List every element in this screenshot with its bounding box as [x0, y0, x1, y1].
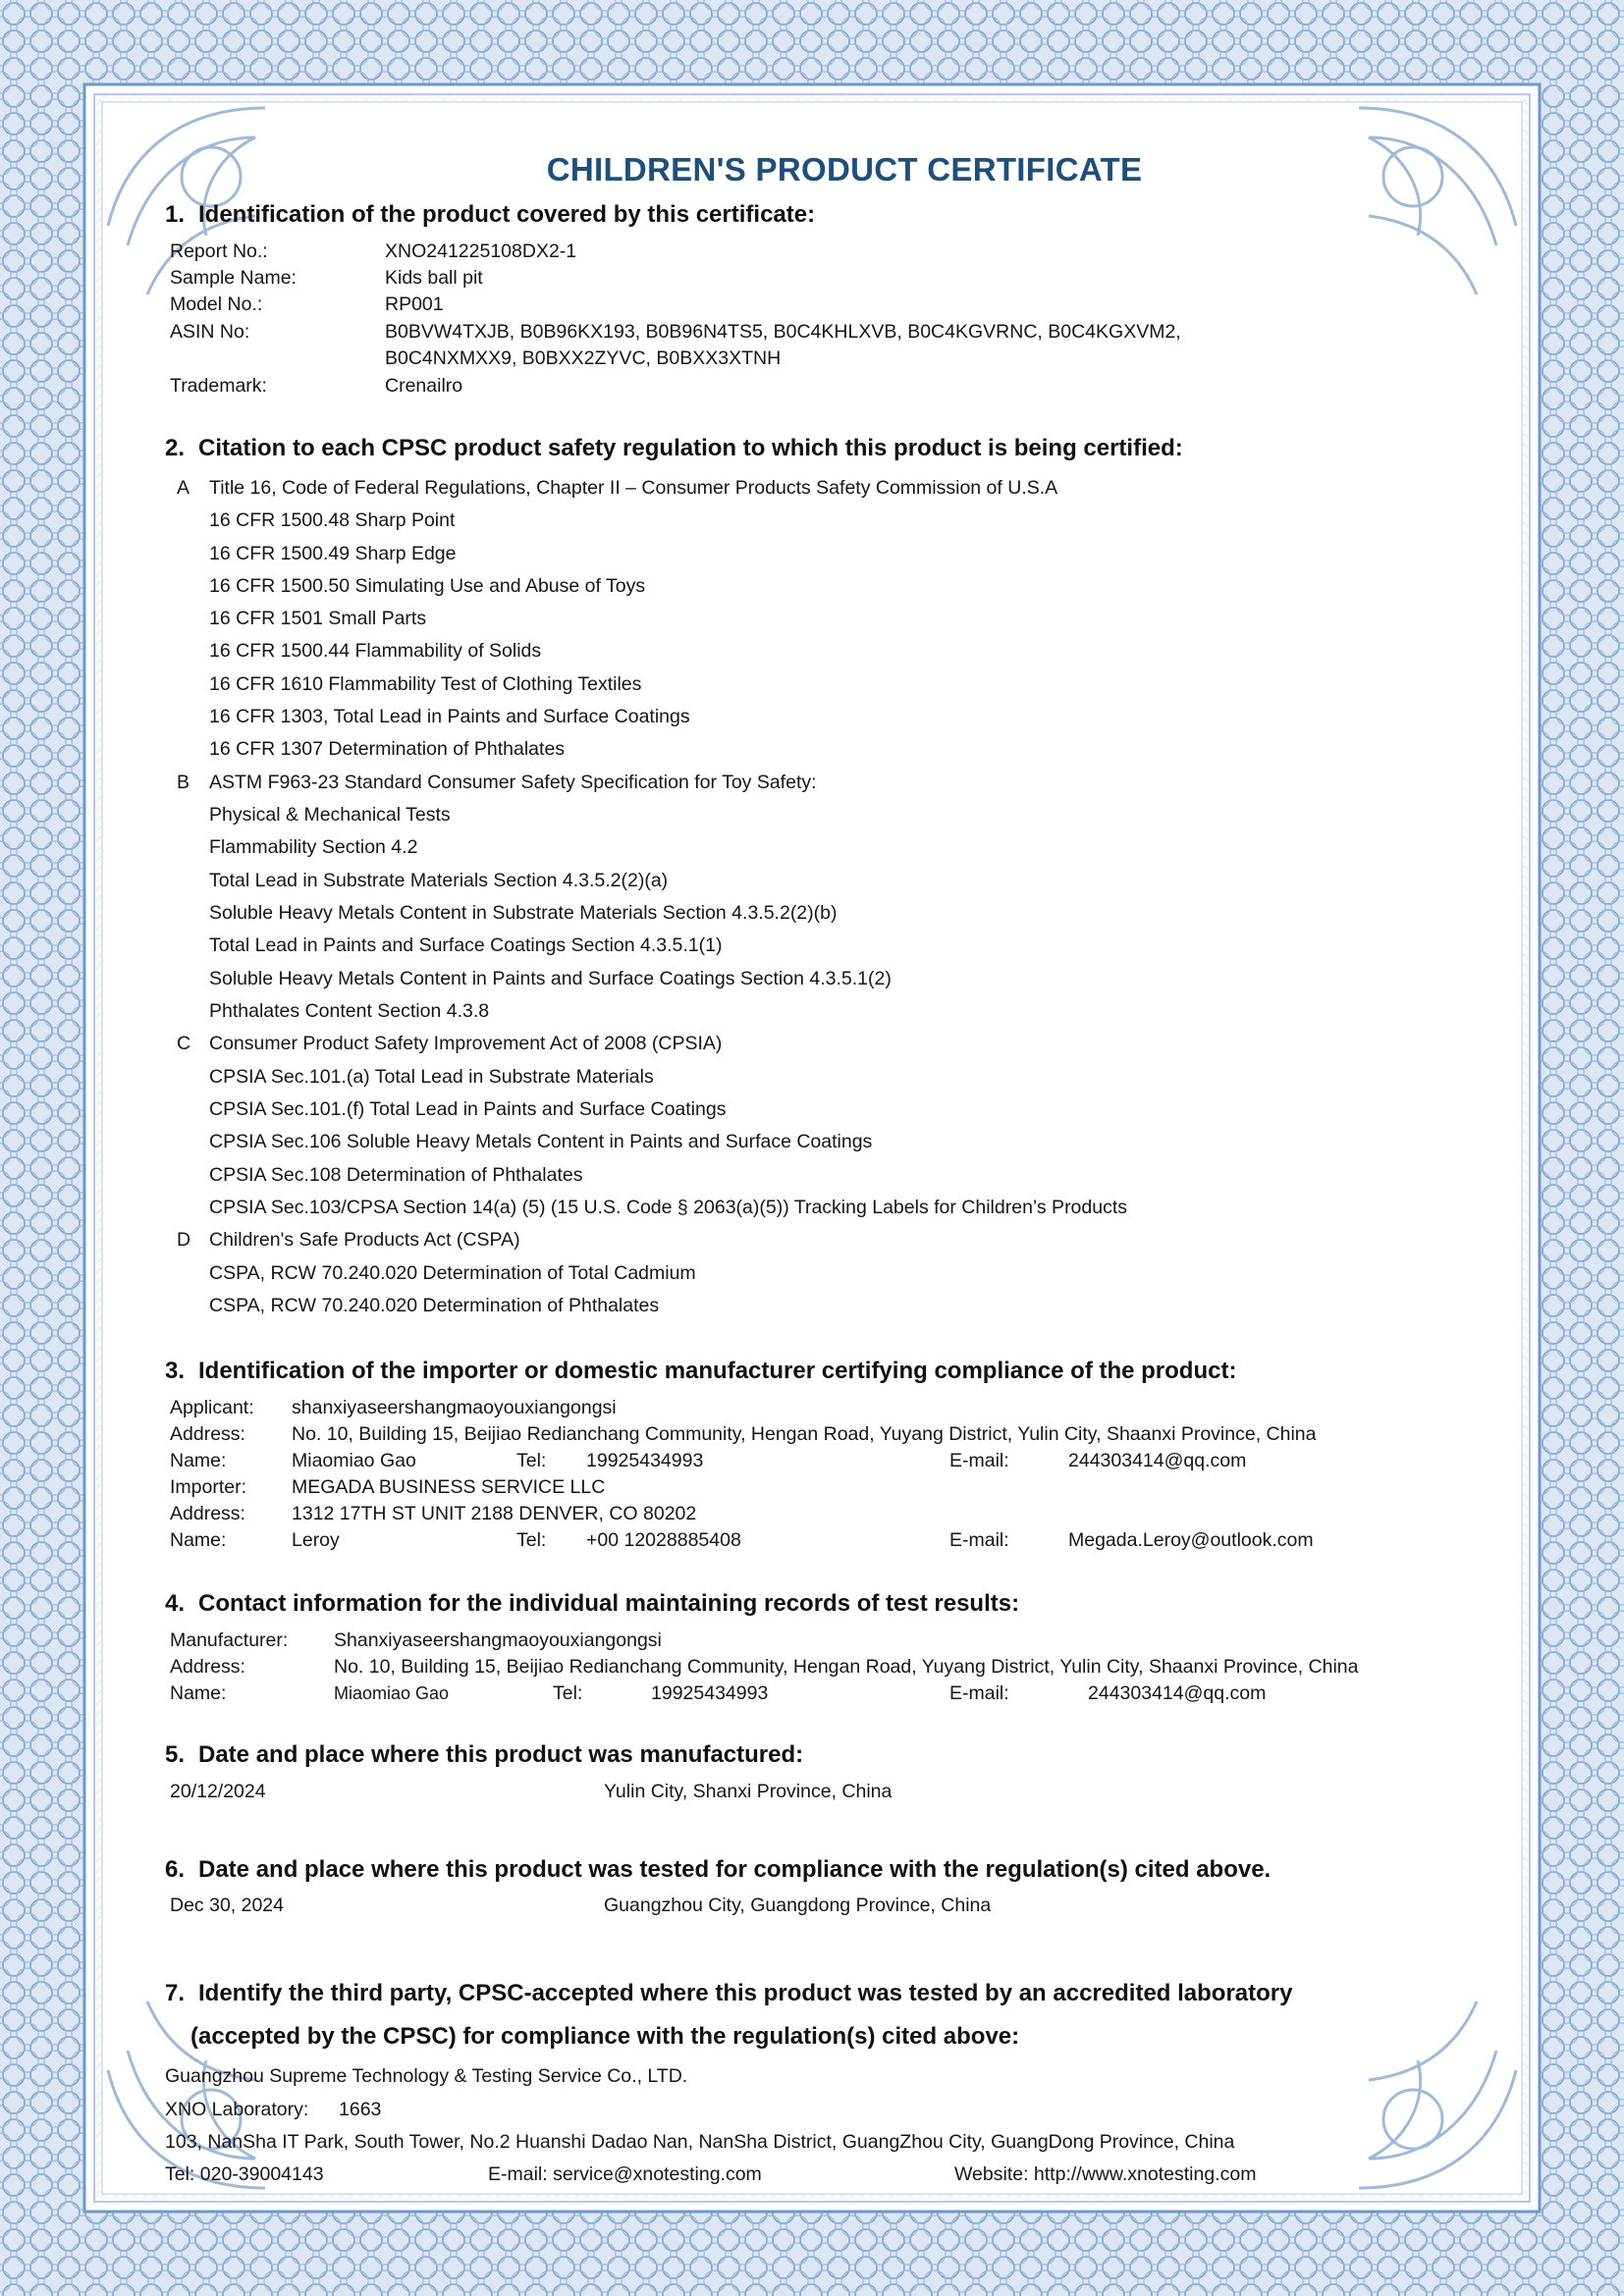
field-label: Model No.:: [170, 294, 263, 315]
section-title: Identification of the product covered by this certificate:: [198, 201, 816, 228]
field-label: Address:: [170, 1656, 245, 1678]
section-3-heading: [165, 1358, 1236, 1385]
section-title: Citation to each CPSC product safety regulation to which this product is being certified:: [198, 435, 1183, 461]
regulation-item: 16 CFR 1500.50 Simulating Use and Abuse of Toys: [209, 575, 646, 597]
lab-address: 103, NanSha IT Park, South Tower, No.2 Huanshi Dadao Nan, NanSha District, GuangZhou City, GuangDong Province, China: [165, 2131, 1235, 2153]
lab-email: E-mail: service@xnotesting.com: [488, 2163, 762, 2185]
manufacture-place: Yulin City, Shanxi Province, China: [604, 1781, 893, 1802]
regulation-item: 16 CFR 1307 Determination of Phthalates: [209, 738, 566, 760]
field-label: E-mail:: [949, 1682, 1009, 1704]
section-title: Date and place where this product was tested for compliance with the regulation(s) cited above.: [198, 1856, 1272, 1883]
regulation-item: CPSIA Sec.101.(a) Total Lead in Substrate Materials: [209, 1066, 654, 1088]
field-label: Trademark:: [170, 375, 267, 397]
certificate-title: CHILDREN'S PRODUCT CERTIFICATE: [546, 151, 1143, 187]
regulation-item: CSPA, RCW 70.240.020 Determination of Phthalates: [209, 1295, 660, 1316]
section-6-heading: [165, 1856, 1271, 1884]
field-label: Applicant:: [170, 1397, 254, 1418]
lab-website: Website: http://www.xnotesting.com: [954, 2163, 1257, 2185]
section-4-heading: [165, 1590, 1019, 1618]
regulation-item: CPSIA Sec.101.(f) Total Lead in Paints and Surface Coatings: [209, 1098, 727, 1120]
field-value: B0C4NXMXX9, B0BXX2ZYVC, B0BXX3XTNH: [385, 347, 782, 369]
regulation-item: Soluble Heavy Metals Content in Substrate Materials Section 4.3.5.2(2)(b): [209, 902, 838, 924]
field-label: Address:: [170, 1503, 245, 1524]
field-label: Name:: [170, 1529, 227, 1551]
field-value: +00 12028885408: [586, 1529, 741, 1551]
field-value: No. 10, Building 15, Beijiao Redianchang Community, Hengan Road, Yuyang District, Yulin City, Shaanxi Province, China: [334, 1656, 1359, 1678]
field-value: 244303414@qq.com: [1068, 1450, 1247, 1471]
field-label: ASIN No:: [170, 321, 250, 343]
group-letter: D: [177, 1229, 191, 1251]
section-7-heading: [165, 1980, 1292, 2007]
field-value: 244303414@qq.com: [1088, 1682, 1267, 1704]
test-place: Guangzhou City, Guangdong Province, China: [604, 1895, 992, 1916]
lab-company: Guangzhou Supreme Technology & Testing Service Co., LTD.: [165, 2065, 688, 2087]
group-letter: A: [177, 477, 190, 499]
section-1-heading: [165, 201, 815, 229]
field-label: Tel:: [553, 1682, 583, 1704]
group-letter: C: [177, 1033, 191, 1054]
regulation-item: 16 CFR 1500.49 Sharp Edge: [209, 543, 457, 564]
section-2-heading: [165, 435, 1183, 462]
field-value: Miaomiao Gao: [334, 1683, 450, 1703]
field-value: RP001: [385, 294, 444, 315]
test-date: Dec 30, 2024: [170, 1895, 285, 1916]
field-label: Address:: [170, 1423, 245, 1445]
regulation-item: Total Lead in Substrate Materials Section 4.3.5.2(2)(a): [209, 870, 669, 891]
field-label: E-mail:: [949, 1450, 1009, 1471]
field-value: Kids ball pit: [385, 267, 483, 289]
field-value: Leroy: [292, 1529, 340, 1551]
field-label: Name:: [170, 1450, 227, 1471]
lab-tel: Tel: 020-39004143: [165, 2163, 324, 2185]
regulation-item: 16 CFR 1610 Flammability Test of Clothing Textiles: [209, 673, 642, 695]
regulation-item: 16 CFR 1303, Total Lead in Paints and Surface Coatings: [209, 706, 690, 727]
section-number: 5.: [165, 1741, 186, 1768]
group-letter: B: [177, 772, 190, 793]
field-label: Manufacturer:: [170, 1629, 289, 1651]
regulation-item: Soluble Heavy Metals Content in Paints and Surface Coatings Section 4.3.5.1(2): [209, 968, 892, 989]
regulation-item: Title 16, Code of Federal Regulations, Chapter II – Consumer Products Safety Commission of U.S.A: [209, 477, 1058, 499]
field-value: Megada.Leroy@outlook.com: [1068, 1529, 1314, 1551]
regulation-item: 16 CFR 1501 Small Parts: [209, 608, 427, 629]
field-value: 1312 17TH ST UNIT 2188 DENVER, CO 80202: [292, 1503, 697, 1524]
regulation-item: Children's Safe Products Act (CSPA): [209, 1229, 520, 1251]
regulation-item: Consumer Product Safety Improvement Act of 2008 (CPSIA): [209, 1033, 723, 1054]
field-label: Sample Name:: [170, 267, 297, 289]
field-value: MEGADA BUSINESS SERVICE LLC: [292, 1476, 606, 1498]
section-number: 6.: [165, 1856, 186, 1883]
field-value: B0BVW4TXJB, B0B96KX193, B0B96N4TS5, B0C4KHLXVB, B0C4KGVRNC, B0C4KGXVM2,: [385, 321, 1181, 343]
field-label: Tel:: [516, 1529, 547, 1551]
regulation-item: 16 CFR 1500.48 Sharp Point: [209, 509, 456, 531]
section-number: 4.: [165, 1590, 186, 1617]
section-title: Contact information for the individual maintaining records of test results:: [198, 1590, 1020, 1617]
regulation-item: CPSIA Sec.108 Determination of Phthalates: [209, 1164, 583, 1186]
field-value: XNO241225108DX2-1: [385, 240, 577, 262]
regulation-item: CSPA, RCW 70.240.020 Determination of Total Cadmium: [209, 1262, 696, 1284]
field-label: E-mail:: [949, 1529, 1009, 1551]
section-title: Identify the third party, CPSC-accepted where this product was tested by an accredited laboratory: [198, 1980, 1293, 2006]
section-number: 7.: [165, 1980, 186, 2006]
field-value: Crenailro: [385, 375, 463, 397]
section-number: 1.: [165, 201, 186, 228]
field-value: Miaomiao Gao: [292, 1450, 416, 1471]
section-title: Identification of the importer or domestic manufacturer certifying compliance of the product:: [198, 1358, 1237, 1384]
field-value: shanxiyaseershangmaoyouxiangongsi: [292, 1397, 617, 1418]
regulation-item: CPSIA Sec.103/CPSA Section 14(a) (5) (15 U.S. Code § 2063(a)(5)) Tracking Labels for Children’s Products: [209, 1197, 1128, 1218]
section-number: 3.: [165, 1358, 186, 1384]
manufacture-date: 20/12/2024: [170, 1781, 266, 1802]
field-label: Name:: [170, 1682, 227, 1704]
section-5-heading: [165, 1741, 803, 1769]
field-label: Tel:: [516, 1450, 547, 1471]
field-label: XNO Laboratory:: [165, 2099, 309, 2120]
regulation-item: ASTM F963-23 Standard Consumer Safety Specification for Toy Safety:: [209, 772, 817, 793]
field-value: 1663: [339, 2099, 382, 2120]
field-label: Importer:: [170, 1476, 247, 1498]
section-title: Date and place where this product was manufactured:: [198, 1741, 804, 1768]
regulation-item: Physical & Mechanical Tests: [209, 804, 451, 826]
field-value: No. 10, Building 15, Beijiao Redianchang Community, Hengan Road, Yuyang District, Yulin City, Shaanxi Province, China: [292, 1423, 1317, 1445]
regulation-item: Phthalates Content Section 4.3.8: [209, 1000, 490, 1022]
field-value: 19925434993: [651, 1682, 769, 1704]
regulation-item: CPSIA Sec.106 Soluble Heavy Metals Content in Paints and Surface Coatings: [209, 1131, 873, 1152]
section-number: 2.: [165, 435, 186, 461]
regulation-item: Total Lead in Paints and Surface Coatings Section 4.3.5.1(1): [209, 934, 723, 956]
field-label: Report No.:: [170, 240, 268, 262]
field-value: Shanxiyaseershangmaoyouxiangongsi: [334, 1629, 662, 1651]
regulation-item: Flammability Section 4.2: [209, 836, 418, 858]
regulation-item: 16 CFR 1500.44 Flammability of Solids: [209, 640, 542, 662]
section-7-heading-cont: (accepted by the CPSC) for compliance with the regulation(s) cited above:: [190, 2023, 1020, 2050]
field-value: 19925434993: [586, 1450, 704, 1471]
